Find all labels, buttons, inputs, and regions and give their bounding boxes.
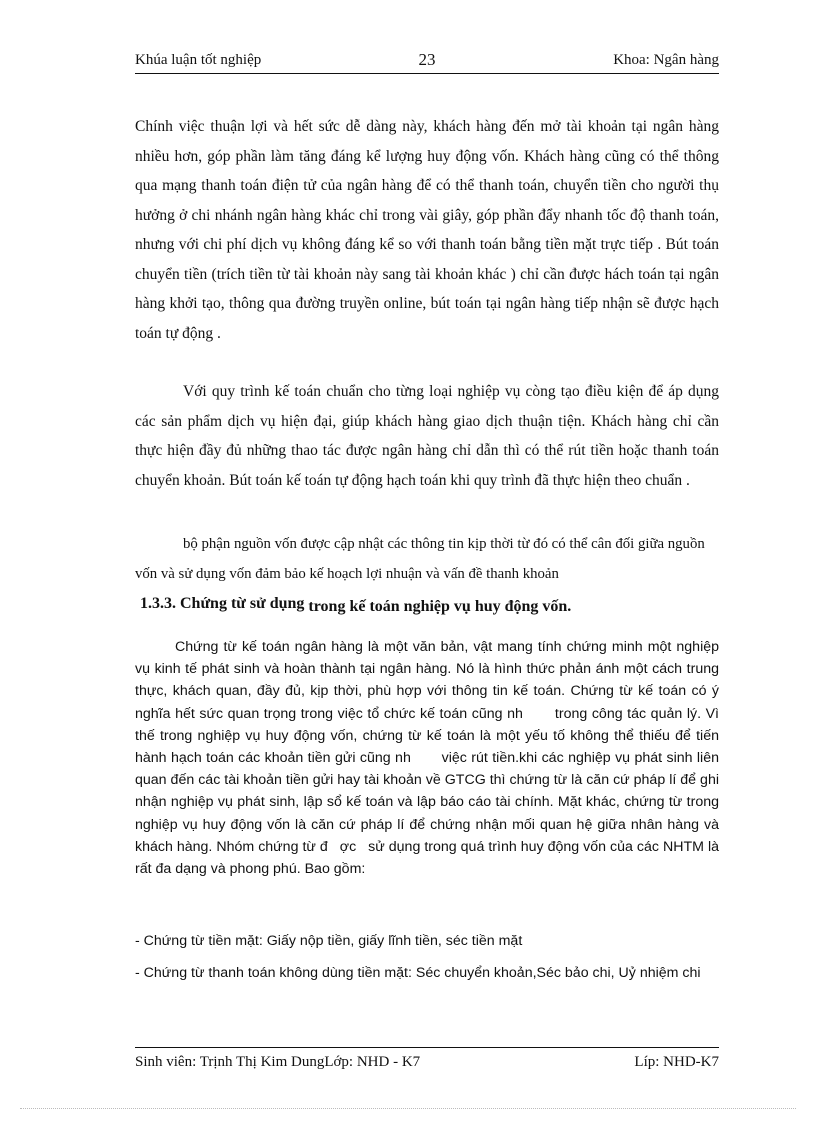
page-footer [135,1051,719,1075]
paragraph-2: Với quy trình kế toán chuẩn cho từng loại nghiệp vụ còng tạo điều kiện để áp dụng các sản phẩm dịch vụ hiện đại, giúp khách hàng giao dịch thuận tiện. Khách hàng chỉ cần thực hiện đầy đủ những thao tác được ngân hàng chỉ dẫn thì có thể rút tiền hoặc thanh toán chuyển khoản. Bút toán kế toán tự động hạch toán khi quy trình đã thực hiện theo chuẩn . [135,383,719,489]
section-title-part-a: Chứng từ sử dụng [180,595,305,612]
header-thesis-title: Khúa luận tốt nghiệp [135,52,262,68]
header-rule [135,73,719,74]
list-item: - Chứng từ thanh toán không dùng tiền mặt: Séc chuyển khoản,Séc bảo chi, Uỷ nhiệm chi [135,965,701,981]
footer-student: Sinh viên: Trịnh Thị Kim DungLớp: NHD - K7 [135,1054,421,1070]
footer-class: Líp: NHD-K7 [634,1054,719,1070]
paragraph-1: Chính việc thuận lợi và hết sức dễ dàng này, khách hàng đến mở tài khoản tại ngân hàng nhiều hơn, góp phần làm tăng đáng kể lượng huy động vốn. Khách hàng cũng có thể thông qua mạng thanh toán điện tử của ngân hàng để có thể thanh toán, chuyển tiền cho người thụ hưởng ở chi nhánh ngân hàng khác chỉ trong vài giây, góp phần đẩy nhanh tốc độ thanh toán, nhưng với chi phí dịch vụ không đáng kể so với thanh toán bằng tiền mặt trực tiếp . Bút toán chuyển tiền (trích tiền từ tài khoản này sang tài khoản khác ) chỉ cần được hách toán tại ngân hàng khởi tạo, thông qua đường truyền online, bút toán tại ngân hàng tiếp nhận sẽ được hạch toán tự động . [135,118,719,342]
paragraph-3: bộ phận nguồn vốn được cập nhật các thông tin kịp thời từ đó có thể cân đối giữa nguồn vốn và sử dụng vốn đảm bảo kế hoạch lợi nhuận và vấn đề thanh khoản [135,536,705,582]
page-number: 23 [418,50,436,69]
page-header [135,50,719,72]
section-heading [140,593,720,615]
section-title-part-b: trong kế toán nghiệp vụ huy động vốn. [308,598,572,615]
list-item: - Chứng từ tiền mặt: Giấy nộp tiền, giấy lĩnh tiền, séc tiền mặt [135,933,523,949]
page-boundary [20,1108,796,1109]
paragraph-4: Chứng từ kế toán ngân hàng là một văn bản, vật mang tính chứng minh một nghiệp vụ kinh tế phát sinh và hoàn thành tại ngân hàng. Nó là hình thức phản ánh một cách trung thực, khách quan, đầy đủ, kịp thời, phù hợp với thông tin kế toán. Chứng từ kế toán có ý nghĩa hết sức quan trọng trong việc tổ chức kế toán cũng nh trong công tác quản lý. Vì thế trong nghiệp vụ huy động vốn, chứng từ kế toán là một yếu tố không thể thiếu để tiến hành hạch toán các khoản tiền gửi cũng nh việc rút tiền.khi các nghiệp vụ phát sinh liên quan đến các tài khoản tiền gửi hay tài khoản về GTCG thì chứng từ là căn cứ pháp lí để ghi nhận nghiệp vụ phát sinh, lập sổ kế toán và lập báo cáo tài chính. Mặt khác, chứng từ trong nghiệp vụ huy động vốn là căn cứ pháp lí để chứng nhận mối quan hệ giữa nhân hàng và khách hàng. Nhóm chứng từ đ ợc sử dụng trong quá trình huy động vốn của các NHTM là rất đa dạng và phong phú. Bao gồm: [135,639,723,878]
footer-rule [135,1047,719,1048]
header-faculty: Khoa: Ngân hàng [613,52,719,68]
section-number: 1.3.3. [140,595,176,612]
